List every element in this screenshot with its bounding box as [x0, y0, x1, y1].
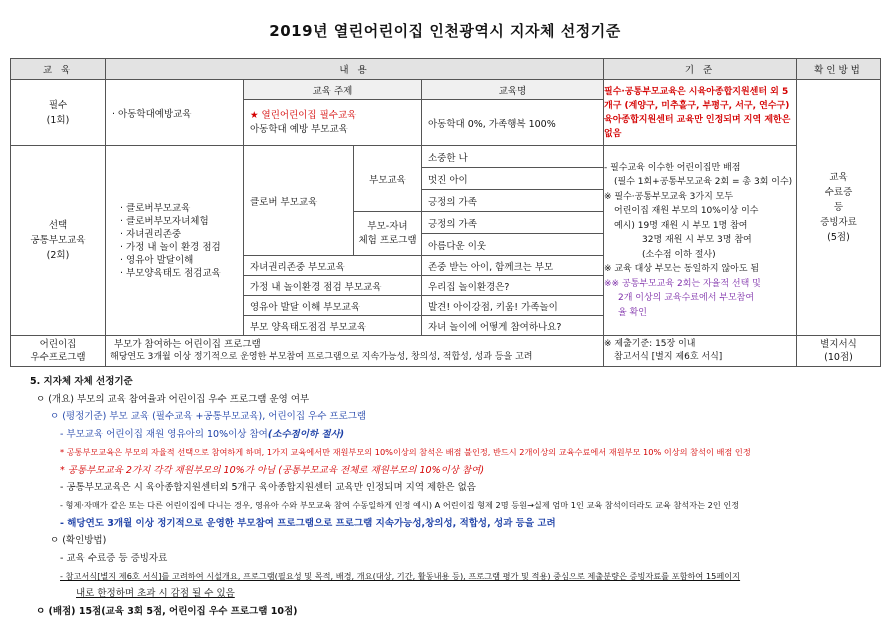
row3-edu: 어린이집 우수프로그램 [11, 336, 106, 367]
note-score: ㅇ (배점) 15점(교육 3회 5점, 어린이집 우수 프로그램 10점) [36, 606, 298, 618]
topic-rights: 자녀권리존중 부모교육 [244, 256, 422, 276]
header-verify: 확인방법 [797, 59, 881, 80]
note-program: - 해당연도 3개월 이상 정기적으로 운영한 부모참여 프로그램으로 프로그램 지속가능성,창의성, 적합성, 성과 등을 고려 [60, 517, 556, 529]
note-certificate: - 교육 수료증 등 증빙자료 [60, 553, 168, 565]
row1-topic: ★ 열린어린이집 필수교육 아동학대 예방 부모교육 [244, 100, 422, 146]
note-common-edu: * 공통부모교육은 부모의 자율적 선택으로 참여하게 하며, 1가지 교육에서만 재원부모의 10%이상의 참석은 배점 불인정, 반드시 2개이상의 교육수료에서 재원부모 10% 이상의 참석이 배점 인정 [60, 446, 751, 457]
row12-verify: 교육 수료증 등 증빙자료 (5점) [797, 80, 881, 336]
criteria-table [10, 58, 881, 367]
row1-criteria: 필수·공통부모교육은 시육아종합지원센터 외 5개구 (계양구, 미추홀구, 부평구, 서구, 연수구) 육아종합지원센터 교육만 인정되며 지역 제한은 없음 [604, 80, 797, 146]
row2-edu: 선택 공통부모교육 (2회) [11, 146, 106, 336]
row1-content-left: · 아동학대예방교육 [106, 80, 244, 146]
row2-criteria: - 필수교육 이수한 어린이집만 배점 (필수 1회+공통부모교육 2회 = 총 3회 이수) ※ 필수·공통부모교육 3가지 모두 어린이집 재원 부모의 10%이상 이수 예시) 19명 재원 시 부모 1명 참여 32명 재원 시 부모 3명 참여 (소수점 이하 절사) ※ 교육 대상 부모는 동일하지 않아도 됨 ※※ 공통부모교육 2회는 자율적 선택 및 2개 이상의 교육수료에서 부모참여 율 확인 [604, 146, 797, 336]
topic-development: 영유아 발달 이해 부모교육 [244, 296, 422, 316]
name-rights: 존중 받는 아이, 함께크는 부모 [422, 256, 604, 276]
row2-content-left: · 클로버부모교육 · 클로버부모자녀체험 · 자녀권리존중 · 가정 내 놀이 환경 점검 · 영유아 발달이해 · 부모양육태도 점검교육 [106, 146, 244, 336]
name-parent-1: 소중한 나 [422, 146, 604, 168]
row1-edu: 필수 (1회) [11, 80, 106, 146]
name-play-env: 우리집 놀이환경은? [422, 276, 604, 296]
selection-notes [30, 373, 876, 621]
name-parenting: 자녀 놀이에 어떻게 참여하나요? [422, 316, 604, 336]
note-criteria: ㅇ (평정기준) 부모 교육 (필수교육 +공통부모교육), 어린이집 우수 프로그램 [50, 411, 367, 423]
row3-criteria: ※ 제출기준: 15장 이내 참고서식 [별지 제6호 서식] [604, 336, 797, 367]
row3-verify: 별지서식 (10점) [797, 336, 881, 367]
section-heading: 5. 지자체 자체 선정기준 [30, 376, 133, 387]
parent-edu: 부모교육 [354, 146, 422, 212]
subheader-topic: 교육 주제 [244, 80, 422, 100]
note-siblings: - 형제·자매가 같은 또는 다른 어린이집에 다니는 경우, 영유아 수와 부모교육 참여 수동일하게 인정 예시) A 어린이집 형제 2명 등원→실제 엄마 1인 교육 참석이더라도 교육 참석자는 2인 인정 [60, 499, 740, 510]
note-overview: ㅇ (개요) 부모의 교육 참여율과 어린이집 우수 프로그램 운영 여부 [36, 393, 310, 405]
header-edu: 교 육 [11, 59, 106, 80]
topic-play-env: 가정 내 놀이환경 점검 부모교육 [244, 276, 422, 296]
note-common-edu-total: * 공통부모교육 2가지 각각 재원부모의 10%가 아님 (공통부모교육 전체로 재원부모의 10%이상 참여) [60, 464, 485, 476]
note-form: - 참고서식[별지 제6호 서식]를 고려하여 시설개요, 프로그램(필요성 및 목적, 배경, 개요(대상, 기간, 활동내용 등), 프로그램 평가 및 적용) 중심으로 제출분량은 증빙자료를 포함하여 15페이지 [60, 570, 741, 581]
name-development: 발견! 아이강점, 키움! 가족놀이 [422, 296, 604, 316]
clover-topic: 클로버 부모교육 [244, 146, 354, 256]
header-criteria: 기 준 [604, 59, 797, 80]
name-child-1: 긍정의 가족 [422, 212, 604, 234]
parent-child-program: 부모-자녀 체험 프로그램 [354, 212, 422, 256]
header-content: 내 용 [106, 59, 604, 80]
row3-content: 부모가 참여하는 어린이집 프로그램 해당연도 3개월 이상 정기적으로 운영한 부모참여 프로그램으로 지속가능성, 창의성, 적합성, 성과 등을 고려 [106, 336, 604, 367]
note-parent-edu: - 부모교육 어린이집 재원 영유아의 10%이상 참여(소수점이하 절사) [60, 429, 345, 441]
subheader-name: 교육명 [422, 80, 604, 100]
note-verify-method: ㅇ (확인방법) [50, 535, 107, 547]
name-parent-2: 멋진 아이 [422, 168, 604, 190]
topic-parenting: 부모 양육태도점검 부모교육 [244, 316, 422, 336]
row1-edu-name: 아동학대 0%, 가족행복 100% [422, 100, 604, 146]
name-parent-3: 긍정의 가족 [422, 190, 604, 212]
name-child-2: 아름다운 이웃 [422, 234, 604, 256]
page-title: 2019년 열린어린이집 인천광역시 지자체 선정기준 [269, 22, 621, 40]
note-form-limit: 내로 한정하며 초과 시 감점 될 수 있음 [76, 588, 235, 600]
note-region: - 공통부모교육은 시 육아종합지원센터외 5개구 육아종합지원센터 교육만 인정되며 지역 제한은 없음 [60, 482, 476, 494]
